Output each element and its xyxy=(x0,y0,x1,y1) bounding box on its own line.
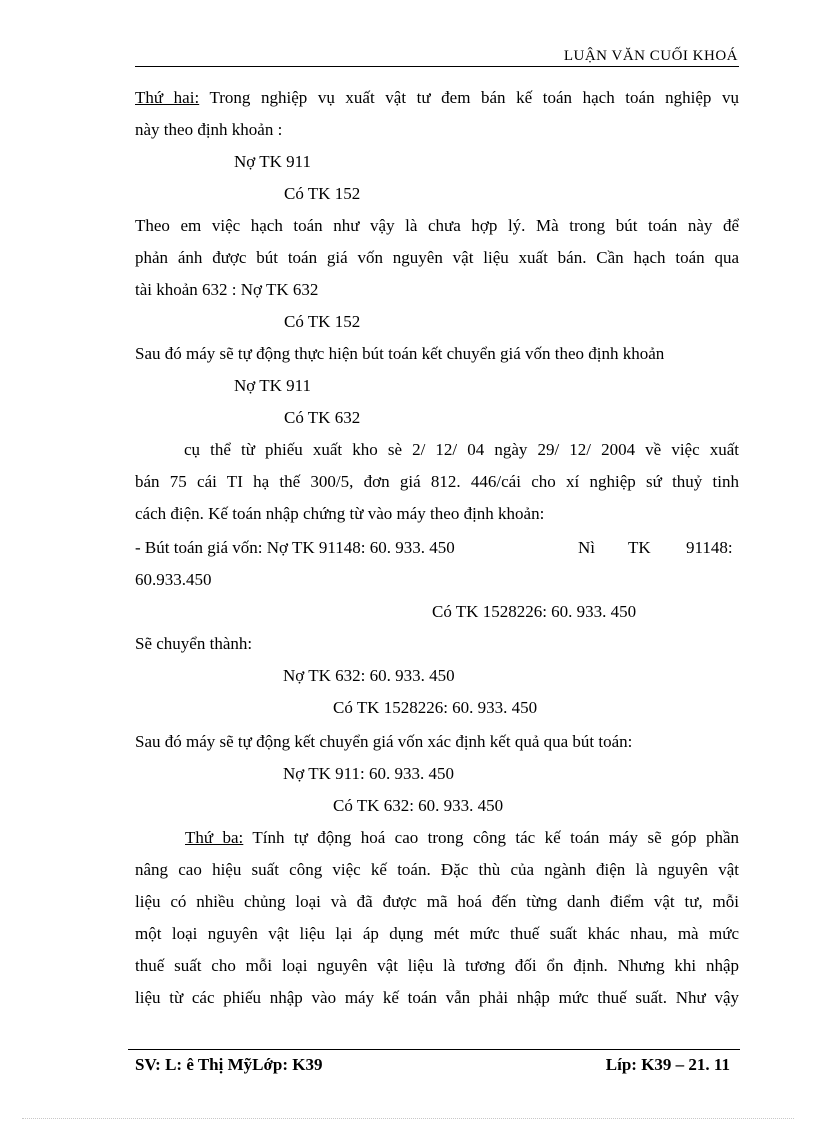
paragraph-line: thuế suất cho mỗi loại nguyên vật liệu là tương đối ổn định. Nhưng khi nhập xyxy=(135,956,739,975)
entry-debit: Nợ TK 911: 60. 933. 450 xyxy=(283,764,454,783)
header-rule xyxy=(135,66,739,67)
footer-rule xyxy=(128,1049,740,1050)
paragraph-line: Sau đó máy sẽ tự động thực hiện bút toán kết chuyển giá vốn theo định khoản xyxy=(135,344,665,363)
paragraph-line: cụ thể từ phiếu xuất kho sè 2/ 12/ 04 ngày 29/ 12/ 2004 về việc xuất xyxy=(184,440,739,459)
section-label: Thứ hai: xyxy=(135,88,200,107)
entry-debit: Nợ TK 632: 60. 933. 450 xyxy=(283,666,455,685)
page-bottom-border xyxy=(22,1118,794,1119)
paragraph-line: Sẽ chuyển thành: xyxy=(135,634,253,653)
paragraph-line: liệu có nhiều chủng loại và đã được mã hoá đến từng danh điểm vật tư, mỗi xyxy=(135,892,739,911)
paragraph-text: Nì xyxy=(578,538,595,557)
paragraph-line: nâng cao hiệu suất công việc kế toán. Đặc thù của ngành điện là nguyên vật xyxy=(135,860,739,879)
paragraph-line: 60.933.450 xyxy=(135,570,212,589)
paragraph-text: Trong nghiệp vụ xuất vật tư đem bán kế toán hạch toán nghiệp vụ xyxy=(199,88,740,107)
paragraph-line: phản ánh được bút toán giá vốn nguyên vật liệu xuất bán. Cần hạch toán qua xyxy=(135,248,739,267)
section-label: Thứ ba: xyxy=(185,828,244,847)
paragraph-line: Sau đó máy sẽ tự động kết chuyển giá vốn xác định kết quả qua bút toán: xyxy=(135,732,633,751)
footer-right: Líp: K39 – 21. 11 xyxy=(605,1055,730,1074)
paragraph-line: Theo em việc hạch toán như vậy là chưa hợp lý. Mà trong bút toán này để xyxy=(135,216,739,235)
paragraph-line: - Bút toán giá vốn: Nợ TK 91148: 60. 933. 450 xyxy=(135,538,455,557)
paragraph-text: Tính tự động hoá cao trong công tác kế toán máy sẽ góp phần xyxy=(243,828,740,847)
paragraph-line xyxy=(185,827,739,849)
entry-credit: Có TK 632: 60. 933. 450 xyxy=(333,796,504,815)
paragraph-line xyxy=(135,87,739,109)
header-title: LUẬN VĂN CUỐI KHOÁ xyxy=(563,48,738,64)
entry-debit: Nợ TK 911 xyxy=(234,376,311,395)
entry-credit: Có TK 1528226: 60. 933. 450 xyxy=(333,698,538,717)
footer-left: SV: L: ê Thị MỹLớp: K39 xyxy=(135,1055,323,1074)
paragraph-text: 91148: xyxy=(686,538,733,557)
entry-credit: Có TK 632 xyxy=(284,408,361,427)
entry-debit: Nợ TK 911 xyxy=(234,152,311,171)
paragraph-line: bán 75 cái TI hạ thế 300/5, đơn giá 812. 446/cái cho xí nghiệp sứ thuỷ tinh xyxy=(135,472,739,491)
paragraph-line: tài khoản 632 : Nợ TK 632 xyxy=(135,280,319,299)
entry-credit: Có TK 152 xyxy=(284,312,361,331)
paragraph-line: liệu từ các phiếu nhập vào máy kế toán vẫn phải nhập mức thuế suất. Như vậy xyxy=(135,988,739,1007)
paragraph-line: một loại nguyên vật liệu lại áp dụng mét mức thuế suất khác nhau, mà mức xyxy=(135,924,739,943)
entry-credit: Có TK 152 xyxy=(284,184,361,203)
paragraph-line: này theo định khoản : xyxy=(135,120,283,139)
entry-credit: Có TK 1528226: 60. 933. 450 xyxy=(432,602,637,621)
paragraph-line: cách điện. Kế toán nhập chứng từ vào máy theo định khoản: xyxy=(135,504,545,523)
paragraph-text: TK xyxy=(628,538,651,557)
